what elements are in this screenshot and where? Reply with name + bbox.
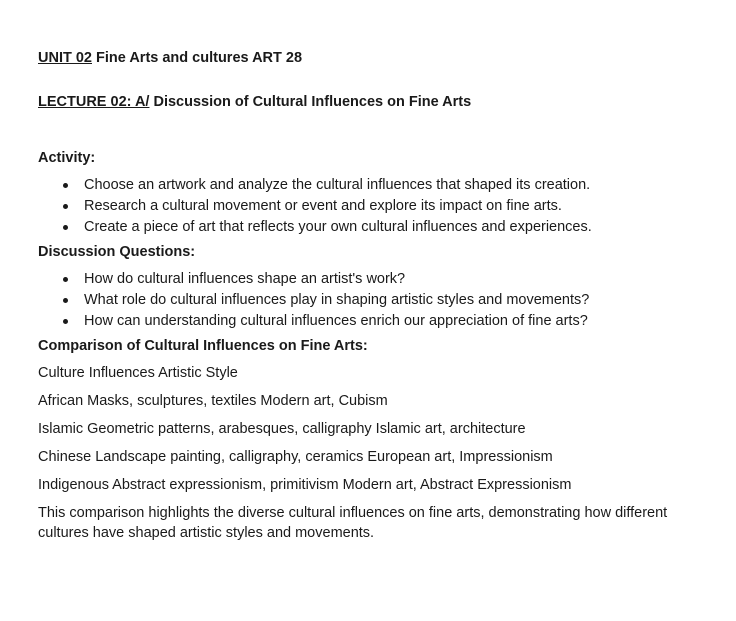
unit-heading — [38, 48, 718, 68]
unit-title: Fine Arts and cultures ART 28 — [92, 50, 303, 66]
comparison-row: Chinese Landscape painting, calligraphy, ceramics European art, Impressionism — [38, 449, 553, 465]
comparison-row: African Masks, sculptures, textiles Modern art, Cubism — [38, 393, 388, 409]
lecture-code: LECTURE 02: A/ — [38, 94, 150, 110]
bullet-icon — [63, 319, 68, 324]
activity-title: Activity: — [38, 150, 96, 166]
discussion-title: Discussion Questions: — [38, 244, 196, 260]
comparison-row: Culture Influences Artistic Style — [38, 365, 238, 381]
list-item — [84, 175, 718, 196]
list-item-text: What role do cultural influences play in shaping artistic styles and movements? — [84, 292, 590, 308]
list-item — [84, 269, 718, 290]
comparison-row: Islamic Geometric patterns, arabesques, calligraphy Islamic art, architecture — [38, 421, 526, 437]
list-item — [84, 311, 718, 332]
list-item-text: Choose an artwork and analyze the cultural influences that shaped its creation. — [84, 177, 591, 193]
list-item-text: Create a piece of art that reflects your own cultural influences and experiences. — [84, 219, 592, 235]
lecture-title: Discussion of Cultural Influences on Fine Arts — [149, 94, 472, 110]
bullet-icon — [63, 225, 68, 230]
list-item-text: How do cultural influences shape an artist's work? — [84, 271, 406, 287]
document-page — [38, 48, 718, 543]
unit-code: UNIT 02 — [38, 50, 92, 66]
comparison-title: Comparison of Cultural Influences on Fine Arts: — [38, 338, 368, 354]
bullet-icon — [63, 183, 68, 188]
list-item — [84, 196, 718, 217]
list-item-text: How can understanding cultural influences enrich our appreciation of fine arts? — [84, 313, 588, 329]
lecture-heading — [38, 92, 718, 112]
list-item-text: Research a cultural movement or event and explore its impact on fine arts. — [84, 198, 562, 214]
list-item — [84, 217, 718, 238]
comparison-row: Indigenous Abstract expressionism, primitivism Modern art, Abstract Expressionism — [38, 477, 572, 493]
discussion-list — [38, 269, 718, 332]
list-item — [84, 290, 718, 311]
comparison-summary: This comparison highlights the diverse cultural influences on fine arts, demonstrating how different cultures have shaped artistic styles and movements. — [38, 505, 668, 541]
activity-list — [38, 175, 718, 238]
bullet-icon — [63, 298, 68, 303]
bullet-icon — [63, 204, 68, 209]
bullet-icon — [63, 277, 68, 282]
